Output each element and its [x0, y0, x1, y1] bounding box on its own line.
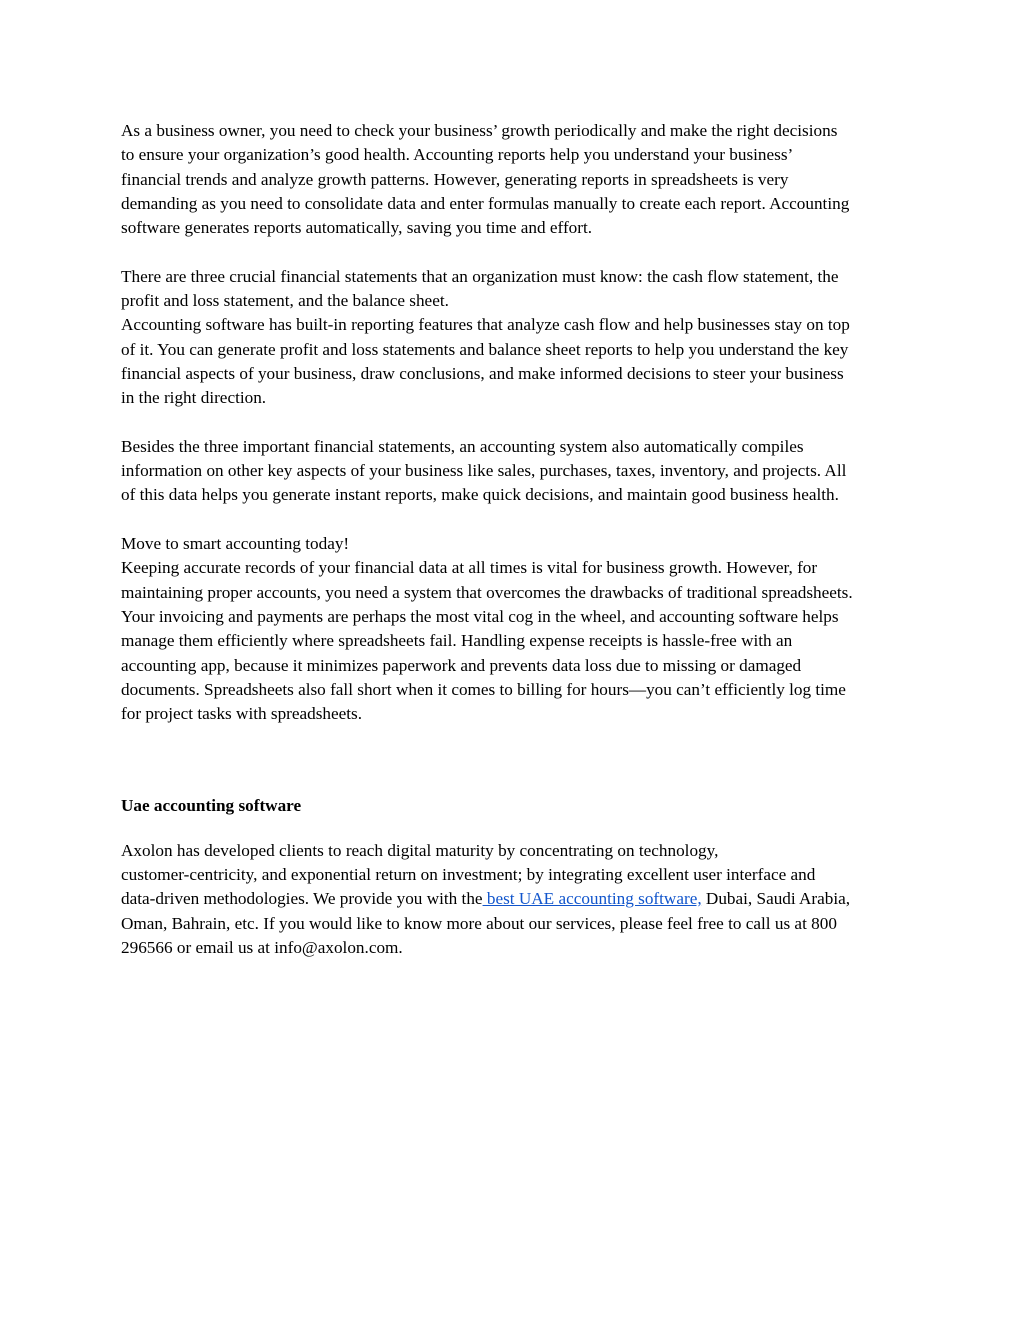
spreadsheets-drawbacks-paragraph: Keeping accurate records of your financial data at all times is vital for business growth. However, for maintaining proper accounts, you need a system that overcomes the drawbacks of traditional spreadsheets. Your invoicing and payments are perhaps the most vital cog in the wheel, and accounting software helps manage them efficiently where spreadsheets fail. Handling expense receipts is hassle-free with an accounting app, because it minimizes paperwork and prevents data loss due to missing or damaged documents. Spreadsheets also fall short when it comes to billing for hours—you can’t efficiently log time for project tasks with spreadsheets. [121, 558, 853, 724]
closing-text-before-link: Axolon has developed clients to reach digital maturity by concentrating on technology, customer-centricity, and exponential return on investment; by integrating excellent user interface and data-driven methodologies. We provide you with the [121, 840, 816, 909]
section-heading: Uae accounting software [121, 796, 302, 816]
closing-paragraph [121, 839, 911, 960]
key-aspects-paragraph: Besides the three important financial statements, an accounting system also automatically compiles information on other key aspects of your business like sales, purchases, taxes, inventory, and projects. All of this data helps you generate instant reports, make quick decisions, and maintain good business health. [121, 436, 847, 505]
paragraph-gap [121, 508, 911, 532]
financial-statements-paragraph: There are three crucial financial statements that an organization must know: the cash flow statement, the profit and loss statement, and the balance sheet. [121, 266, 839, 311]
intro-paragraph: As a business owner, you need to check your business’ growth periodically and make the right decisions to ensure your organization’s good health. Accounting reports help you understand your business’ financial trends and analyze growth patterns. However, generating reports in spreadsheets is very demanding as you need to consolidate data and enter formulas manually to create each report. Accounting software generates reports automatically, saving you time and effort. [121, 121, 850, 238]
section-gap [121, 726, 911, 794]
document-body [121, 119, 911, 960]
closing-text-after-link: Dubai, Saudi Arabia, Oman, Bahrain, etc. If you would like to know more about our services, please feel free to call us at 800 296566 or email us at info@axolon.com. [121, 889, 851, 957]
smart-accounting-line: Move to smart accounting today! [121, 534, 350, 554]
heading-gap [121, 819, 911, 839]
uae-accounting-software-link[interactable]: best UAE accounting software, [482, 889, 702, 909]
paragraph-gap [121, 411, 911, 435]
paragraph-gap [121, 240, 911, 264]
reporting-features-paragraph: Accounting software has built-in reporting features that analyze cash flow and help businesses stay on top of it. You can generate profit and loss statements and balance sheet reports to help you understand the key financial aspects of your business, draw conclusions, and make informed decisions to steer your business in the right direction. [121, 315, 850, 408]
